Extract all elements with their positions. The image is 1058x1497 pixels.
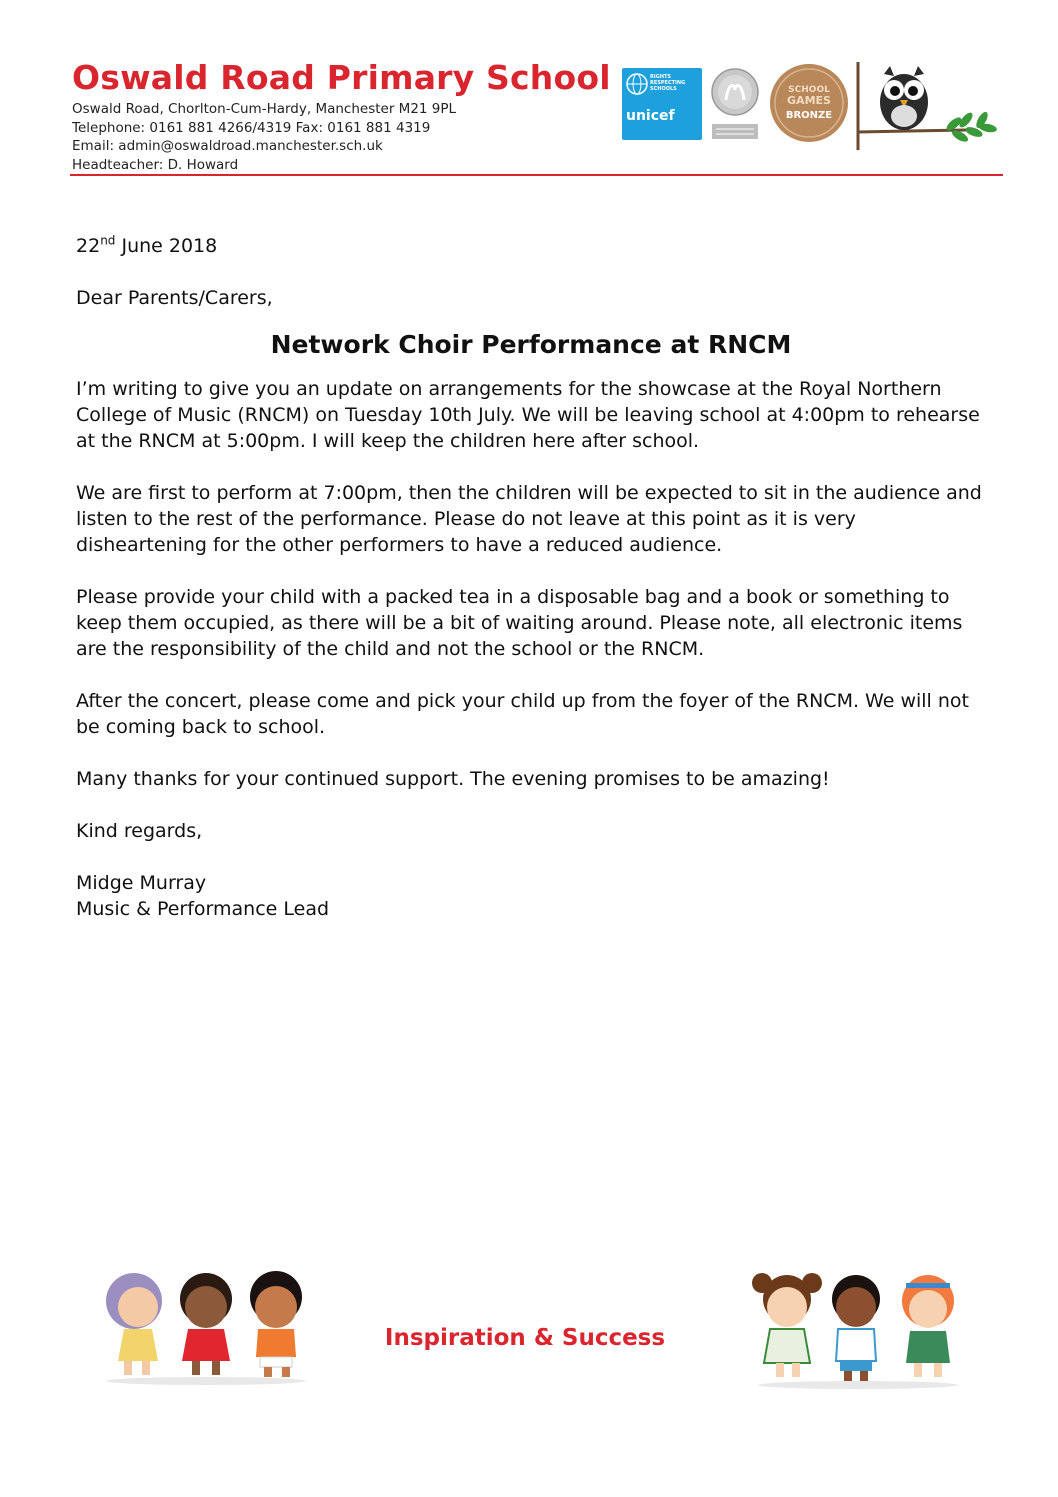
children-illustration-right xyxy=(746,1265,968,1390)
signer-role: Music & Performance Lead xyxy=(76,898,330,920)
letterhead xyxy=(70,58,1005,178)
school-name: Oswald Road Primary School xyxy=(72,58,611,97)
children-illustration-left xyxy=(96,1265,314,1385)
letter-title: Network Choir Performance at RNCM xyxy=(270,330,792,359)
letter-body xyxy=(76,233,986,922)
salutation: Dear Parents/Carers, xyxy=(76,287,273,309)
date-month-year: June 2018 xyxy=(115,235,218,257)
children-icon xyxy=(746,1265,968,1390)
children-icon xyxy=(96,1265,314,1385)
unicef-small-text: RIGHTS RESPECTING SCHOOLS xyxy=(650,74,686,92)
bronze-text-line: BRONZE xyxy=(785,110,833,121)
bronze-text-line: GAMES xyxy=(787,94,831,107)
unicef-rights-respecting-logo xyxy=(622,68,702,140)
silver-award-logo xyxy=(708,68,762,140)
telephone-line: Telephone: 0161 881 4266/4319 Fax: 0161 881 4319 xyxy=(72,119,431,136)
owl-icon xyxy=(854,62,1006,154)
school-slogan: Inspiration & Success xyxy=(384,1325,666,1351)
paragraph: After the concert, please come and pick your child up from the foyer of the RNCM. We will not be coming back to school. xyxy=(76,690,969,738)
accreditation-logos xyxy=(622,62,1005,154)
paragraph: We are first to perform at 7:00pm, then the children will be expected to sit in the audience and listen to the rest of the performance. Please do not leave at this point as it is very disheartening for the other performers to have a reduced audience. xyxy=(76,482,982,556)
email-line: Email: admin@oswaldroad.manchester.sch.uk xyxy=(72,138,383,154)
paragraph: Please provide your child with a packed tea in a disposable bag and a book or something to keep them occupied, as there will be a bit of waiting around. Please note, all electronic items are the responsibility of the child and not the school or the RNCM. xyxy=(76,586,963,660)
paragraph: Many thanks for your continued support. The evening promises to be amazing! xyxy=(76,768,830,790)
headteacher-line: Headteacher: D. Howard xyxy=(72,156,239,173)
header-divider xyxy=(70,174,1003,176)
address-line: Oswald Road, Chorlton-Cum-Hardy, Manchester M21 9PL xyxy=(72,101,457,117)
closing: Kind regards, xyxy=(76,820,203,842)
date-day: 22 xyxy=(76,235,101,257)
paragraph: I’m writing to give you an update on arrangements for the showcase at the Royal Northern College of Music (RNCM) on Tuesday 10th July. We will be leaving school at 4:00pm to rehearse at the RNCM at 5:00pm. I will keep the children here after school. xyxy=(76,378,980,452)
leaf-icon xyxy=(945,110,998,144)
school-games-bronze-logo xyxy=(768,62,850,144)
bronze-text-line: SCHOOL xyxy=(788,85,830,95)
owl-branch-logo xyxy=(854,62,1006,154)
school-address xyxy=(72,100,456,174)
date-suffix: nd xyxy=(100,233,116,248)
letter-date xyxy=(76,233,986,259)
signer-name: Midge Murray xyxy=(76,872,207,894)
unicef-wordmark: unicef xyxy=(626,108,675,124)
